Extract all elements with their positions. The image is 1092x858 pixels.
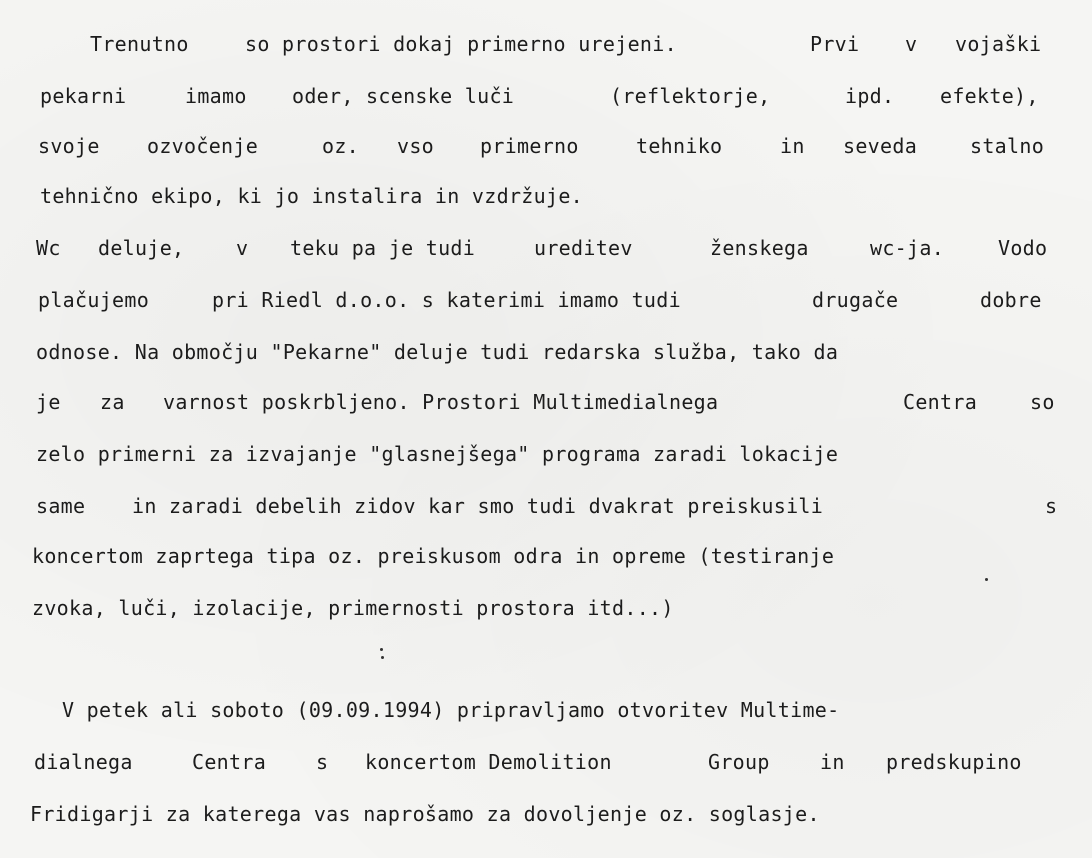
text-line [0,742,1092,782]
word: odnose. Na območju "Pekarne" deluje tudi redarska služba, tako da [36,340,839,364]
scan-speck [985,578,988,581]
word: V petek ali soboto (09.09.1994) pripravljamo otvoritev Multime- [62,698,840,722]
word: oder, scenske luči [292,84,515,108]
word: dialnega [34,750,133,774]
word: vso [397,134,435,158]
word: drugače [812,288,899,312]
word: Trenutno [90,32,189,56]
word: wc-ja. [870,236,945,260]
word: vojaški [955,32,1042,56]
word: tehniko [636,134,723,158]
scan-speck [380,648,383,651]
text-line [0,280,1092,320]
text-line [0,76,1092,116]
word: v [905,32,918,56]
word: je [36,390,61,414]
scan-speck [381,656,384,659]
text-line [0,434,1092,474]
word: ureditev [534,236,633,260]
word: Centra [192,750,267,774]
word: zelo primerni za izvajanje "glasnejšega" programa zaradi lokacije [36,442,839,466]
word: s [1045,494,1058,518]
word: plačujemo [38,288,150,312]
text-line [0,536,1092,576]
word: koncertom Demolition [365,750,612,774]
word: stalno [970,134,1045,158]
text-line [0,332,1092,372]
word: Prvi [810,32,860,56]
word: pri Riedl d.o.o. s katerimi imamo tudi [212,288,681,312]
word: s [316,750,329,774]
word: ozvočenje [147,134,259,158]
word: in [780,134,805,158]
word: koncertom zaprtega tipa oz. preiskusom odra in opreme (testiranje [32,544,835,568]
word: in zaradi debelih zidov kar smo tudi dvakrat preiskusili [132,494,824,518]
text-line [0,382,1092,422]
word: deluje, [98,236,185,260]
word: so [1030,390,1055,414]
text-line [0,588,1092,628]
word: same [36,494,86,518]
text-line [0,486,1092,526]
word: svoje [38,134,100,158]
word: dobre [980,288,1042,312]
text-line [0,228,1092,268]
word: v [236,236,249,260]
word: oz. [322,134,360,158]
word: Wc [36,236,61,260]
word: zvoka, luči, izolacije, primernosti prostora itd...) [32,596,674,620]
word: predskupino [886,750,1022,774]
word: Centra [903,390,978,414]
word: teku pa je tudi [290,236,476,260]
text-line [0,794,1092,834]
word: seveda [843,134,918,158]
word: varnost poskrbljeno. Prostori Multimedialnega [163,390,719,414]
word: tehnično ekipo, ki jo instalira in vzdržuje. [40,184,584,208]
word: primerno [480,134,579,158]
word: (reflektorje, [610,84,771,108]
word: Vodo [998,236,1048,260]
word: ipd. [845,84,895,108]
text-line [0,126,1092,166]
text-line [0,176,1092,216]
word: ženskega [710,236,809,260]
word: imamo [185,84,247,108]
text-line [0,690,1092,730]
word: pekarni [40,84,127,108]
word: Fridigarji za katerega vas naprošamo za dovoljenje oz. soglasje. [30,802,820,826]
word: efekte), [940,84,1039,108]
word: so prostori dokaj primerno urejeni. [245,32,677,56]
word: Group [708,750,770,774]
word: za [100,390,125,414]
text-line [0,24,1092,64]
word: in [820,750,845,774]
